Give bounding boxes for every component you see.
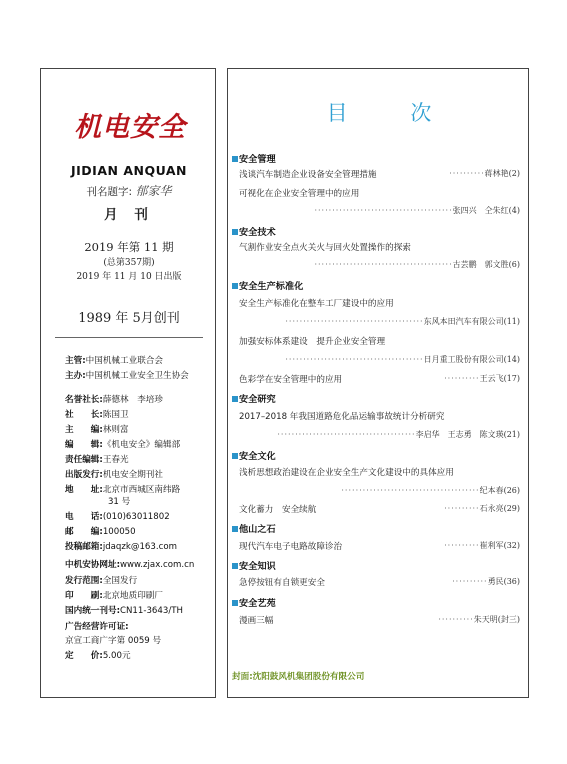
section-square-icon: [232, 156, 238, 162]
article-author-line: [341, 485, 520, 496]
article-title[interactable]: 可视化在企业安全管理中的应用: [239, 189, 360, 199]
section-title: 安全管理: [239, 154, 276, 165]
info-label: 地 址:: [65, 485, 103, 495]
section-square-icon: [232, 229, 238, 235]
info-value: 京宣工商广字第 0059 号: [65, 636, 162, 646]
info-label: 出版发行:: [65, 470, 103, 480]
article-author: 李启华 王志勇 陈文瑛(21): [415, 430, 520, 439]
info-label: 投稿邮箱:: [65, 542, 103, 552]
section-square-icon: [232, 396, 238, 402]
info-row: [65, 591, 163, 602]
info-row: [65, 560, 194, 571]
info-row: [65, 527, 136, 538]
info-row: [65, 542, 177, 553]
section-title: 安全知识: [239, 561, 276, 572]
frequency: 月 刊: [104, 207, 154, 223]
toc-section-1: [232, 224, 276, 238]
info-value: CN11-3643/TH: [120, 606, 183, 616]
article-title[interactable]: 加强安标体系建设 提升企业安全管理: [239, 337, 386, 347]
leader-dots: ·······································: [341, 486, 480, 495]
article-title[interactable]: 2017–2018 年我国道路危化品运输事故统计分析研究: [239, 412, 445, 422]
article-author-line: [438, 614, 520, 625]
article-author-line: [285, 316, 520, 327]
article-title[interactable]: 漫画三幅: [239, 616, 274, 626]
info-row: [65, 497, 130, 508]
section-square-icon: [232, 563, 238, 569]
article-author: 朱天明(封三): [473, 615, 520, 624]
leader-dots: ··········: [452, 577, 488, 586]
toc-heading: 目 次: [326, 101, 460, 125]
leader-dots: ··········: [438, 615, 474, 624]
info-label: 主 编:: [65, 425, 103, 435]
section-title: 安全艺苑: [239, 598, 276, 609]
info-value: (010)63011802: [102, 512, 170, 522]
article-title[interactable]: 浅析思想政治建设在企业安全生产文化建设中的具体应用: [239, 468, 454, 478]
toc-section-6: [232, 558, 276, 572]
article-title[interactable]: 色彩学在安全管理中的应用: [239, 375, 343, 385]
info-label: 国内统一刊号:: [65, 606, 120, 616]
article-title[interactable]: 浅谈汽车制造企业设备安全管理措施: [239, 170, 377, 180]
toc-panel: [227, 68, 529, 698]
leader-dots: ·······································: [314, 260, 453, 269]
info-value: 100050: [102, 527, 136, 537]
article-author-line: [285, 354, 520, 365]
leader-dots: ··········: [444, 541, 480, 550]
article-author-line: [314, 205, 520, 216]
info-label: 广告经营许可证:: [65, 622, 129, 632]
info-value: 31 号: [65, 497, 131, 507]
info-row: [65, 395, 163, 406]
section-title: 安全技术: [239, 227, 276, 238]
issue-total: (总第357期): [103, 258, 155, 268]
toc-section-5: [232, 521, 276, 535]
info-row: [65, 410, 129, 421]
info-value: 中国机械工业安全卫生协会: [85, 371, 189, 381]
info-label: 定 价:: [65, 651, 103, 661]
info-value: www.zjax.com.cn: [120, 560, 195, 570]
info-label: 发行范围:: [65, 576, 103, 586]
cover-credit: 封面:沈阳鼓风机集团股份有限公司: [232, 672, 365, 682]
article-author: 蒋林艳(2): [484, 169, 520, 178]
info-value: 王春光: [102, 455, 129, 465]
info-row: [65, 440, 180, 451]
info-row: [65, 485, 180, 496]
article-author-line: [314, 259, 520, 270]
article-author: 纪本春(26): [479, 486, 520, 495]
info-label: 主管:: [65, 356, 86, 366]
info-label: 责任编辑:: [65, 455, 103, 465]
info-value: 北京市西城区南纬路: [102, 485, 181, 495]
article-author-line: [277, 429, 520, 440]
leader-dots: ·······································: [285, 317, 424, 326]
article-title[interactable]: 急停按钮有自锁更安全: [239, 578, 325, 588]
info-value: 《机电安全》编辑部: [102, 440, 181, 450]
section-square-icon: [232, 283, 238, 289]
journal-logo: 机电安全: [74, 112, 186, 143]
founded-date: 1989 年 5月创刊: [78, 311, 180, 326]
section-title: 安全生产标准化: [239, 281, 304, 292]
info-row: [65, 455, 129, 466]
info-label: 编 辑:: [65, 440, 103, 450]
article-title[interactable]: 安全生产标准化在整车工厂建设中的应用: [239, 299, 394, 309]
article-author: 石永亮(29): [479, 504, 520, 513]
toc-section-2: [232, 278, 303, 292]
article-author: 日月重工股份有限公司(14): [423, 355, 520, 364]
section-title: 他山之石: [239, 524, 276, 535]
info-label: 主办:: [65, 371, 86, 381]
article-author-line: [449, 168, 520, 179]
info-row: [65, 576, 137, 587]
section-title: 安全文化: [239, 451, 276, 462]
article-author-line: [444, 503, 520, 514]
info-value: 林则富: [102, 425, 129, 435]
toc-section-0: [232, 151, 276, 165]
issue-number: 2019 年第 11 期: [84, 240, 174, 254]
info-value: 5.00元: [102, 651, 131, 661]
leader-dots: ··········: [449, 169, 485, 178]
masthead-panel: [40, 68, 216, 698]
info-row: [65, 470, 163, 481]
info-value: 北京地质印刷厂: [102, 591, 163, 601]
info-row: [65, 512, 170, 523]
info-row: [65, 636, 161, 647]
info-value: 薛德林 李培珍: [102, 395, 163, 405]
article-title[interactable]: 气割作业安全点火关火与回火处置操作的探索: [239, 243, 411, 253]
title-signature: 郁家华: [135, 184, 172, 198]
title-calligraphy-line: [41, 182, 217, 199]
leader-dots: ·······································: [285, 355, 424, 364]
title-label: 刊名题字:: [86, 186, 133, 198]
leader-dots: ··········: [444, 504, 480, 513]
article-author: 古芸鹏 郭文胜(6): [452, 260, 520, 269]
section-square-icon: [232, 600, 238, 606]
journal-pinyin: JIDIAN ANQUAN: [71, 163, 187, 178]
info-row: [65, 371, 189, 382]
leader-dots: ·······································: [314, 206, 453, 215]
section-square-icon: [232, 526, 238, 532]
publish-date: 2019 年 11 月 10 日出版: [76, 272, 182, 282]
info-label: 电 话:: [65, 512, 103, 522]
info-label: 邮 编:: [65, 527, 103, 537]
article-author: 勇民(36): [487, 577, 520, 586]
info-row: [65, 622, 129, 633]
info-label: 中机安协网址:: [65, 560, 120, 570]
section-title: 安全研究: [239, 394, 276, 405]
article-author-line: [444, 540, 520, 551]
divider: [55, 337, 203, 338]
article-title[interactable]: 现代汽车电子电路故障诊治: [239, 542, 343, 552]
info-value: jdaqzk@163.com: [102, 542, 177, 552]
article-author: 崔利军(32): [479, 541, 520, 550]
info-row: [65, 356, 163, 367]
toc-section-3: [232, 391, 276, 405]
info-row: [65, 651, 131, 662]
toc-section-4: [232, 448, 276, 462]
toc-section-7: [232, 595, 276, 609]
article-author: 王云飞(17): [479, 374, 520, 383]
info-label: 印 刷:: [65, 591, 103, 601]
info-value: 机电安全期刊社: [102, 470, 163, 480]
info-value: 全国发行: [102, 576, 138, 586]
info-row: [65, 425, 129, 436]
article-author-line: [452, 576, 520, 587]
article-author-line: [444, 373, 520, 384]
section-square-icon: [232, 453, 238, 459]
article-author: 张四兴 仝朱红(4): [452, 206, 520, 215]
article-author: 东风本田汽车有限公司(11): [423, 317, 520, 326]
info-label: 名誉社长:: [65, 395, 103, 405]
article-title[interactable]: 文化蓄力 安全续航: [239, 505, 317, 515]
info-value: 中国机械工业联合会: [85, 356, 163, 366]
leader-dots: ·······································: [277, 430, 416, 439]
info-value: 陈国卫: [102, 410, 129, 420]
info-row: [65, 606, 183, 617]
info-label: 社 长:: [65, 410, 103, 420]
leader-dots: ··········: [444, 374, 480, 383]
